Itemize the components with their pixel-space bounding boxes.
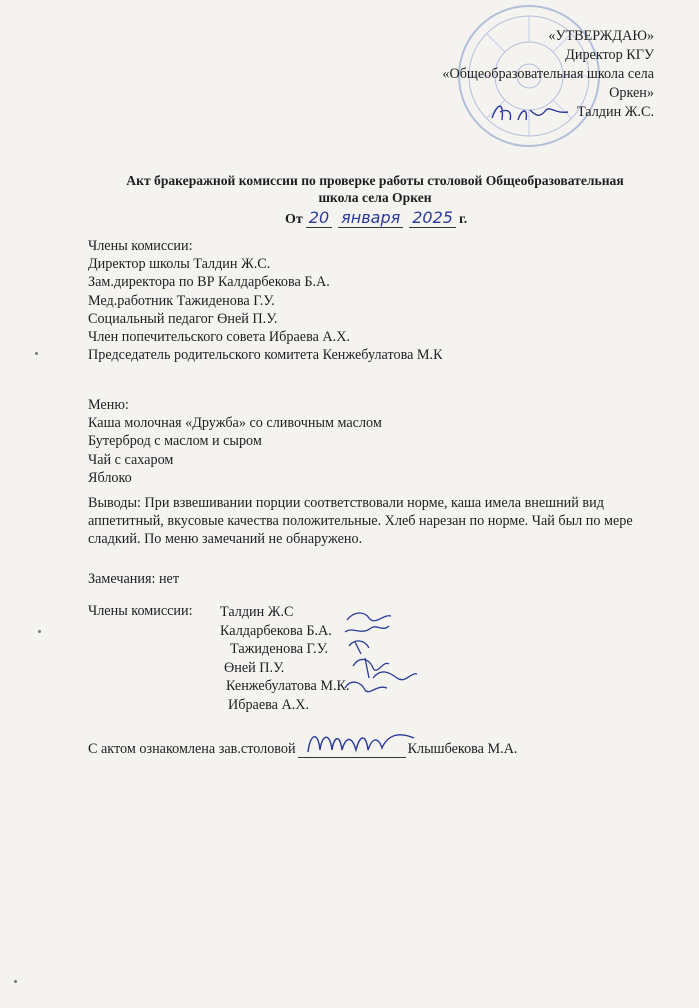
scan-speck (35, 352, 38, 355)
date-day: 20 (306, 209, 332, 228)
menu-item: Бутерброд с маслом и сыром (88, 433, 262, 450)
conclusion-paragraph: Выводы: При взвешивании порции соответствовали норме, каша имела внешний вид аппетитный, вкусовые качества положительные. Хлеб нарезан по норме. Чай был по мере сладкий. По меню замечаний не обнаружено. (88, 495, 633, 548)
menu-heading: Меню: (88, 397, 129, 413)
approval-director-name: Талдин Ж.С. (576, 104, 654, 120)
signature-name: Өней П.У. (224, 659, 285, 676)
date-year-suffix: г. (458, 212, 468, 227)
member-signatures (325, 606, 435, 718)
member-item: Председатель родительского комитета Кенжебулатова М.К (88, 347, 443, 364)
approval-school-end: Оркен» (609, 85, 654, 101)
menu-item: Каша молочная «Дружба» со сливочным маслом (88, 415, 382, 432)
approval-heading: «УТВЕРЖДАЮ» (548, 28, 654, 44)
member-item: Социальный педагог Өней П.У. (88, 310, 278, 327)
document-title (95, 172, 655, 206)
title-line-1: Акт бракеражной комиссии по проверке работы столовой Общеобразовательная (126, 173, 624, 188)
date-month: января (338, 209, 403, 228)
menu-item: Яблоко (88, 469, 132, 486)
date-prefix: От (285, 212, 303, 227)
member-item: Директор школы Талдин Ж.С. (88, 256, 271, 273)
signatures-label: Члены комиссии: (88, 603, 193, 619)
director-signature (488, 98, 573, 128)
commission-members (88, 237, 443, 364)
signature-name: Кенжебулатова М.К. (226, 678, 350, 694)
member-item: Мед.работник Тажиденова Г.У. (88, 292, 275, 309)
signature-name: Ибраева А.Х. (228, 696, 310, 713)
menu-item: Чай с сахаром (88, 451, 174, 468)
approval-school: «Общеобразовательная школа села (442, 66, 654, 82)
approval-position: Директор КГУ (565, 47, 654, 63)
ack-prefix: С актом ознакомлена зав.столовой (88, 741, 296, 757)
signature-name: Калдарбекова Б.А. (220, 622, 332, 639)
signature-name: Тажиденова Г.У. (230, 641, 328, 657)
member-item: Зам.директора по ВР Калдарбекова Б.А. (88, 274, 330, 291)
scan-speck (14, 980, 17, 983)
member-item: Член попечительского совета Ибраева А.Х. (88, 329, 351, 346)
scan-speck (38, 630, 41, 633)
document-date (285, 209, 467, 228)
title-line-2: школа села Оркен (318, 190, 432, 205)
members-heading: Члены комиссии: (88, 238, 193, 254)
date-year: 2025 (409, 209, 456, 228)
ack-name: Клышбекова М.А. (407, 741, 518, 757)
canteen-head-signature (302, 724, 422, 760)
menu-section (88, 396, 382, 487)
remarks-line: Замечания: нет (88, 571, 180, 587)
signature-name: Талдин Ж.С (220, 604, 294, 620)
